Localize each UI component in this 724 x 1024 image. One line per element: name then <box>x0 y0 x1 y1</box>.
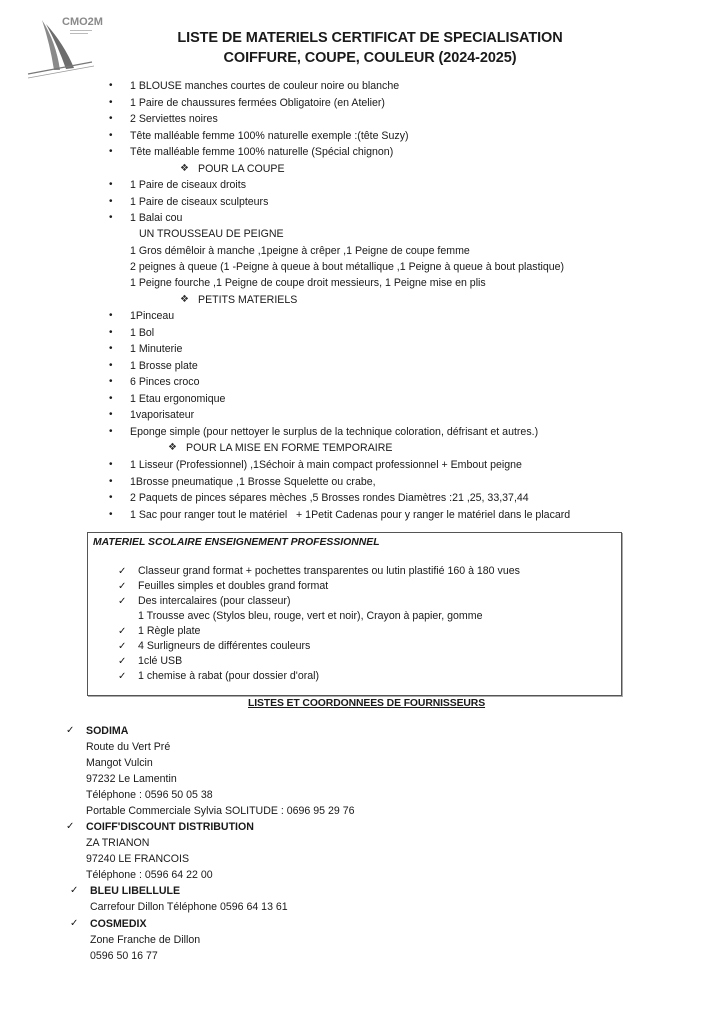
trousseau-line: 2 peignes à queue (1 -Peigne à queue à bout métallique ,1 Peigne à queue à bout plastique) <box>130 261 565 273</box>
diamond-icon: ❖ <box>168 442 177 453</box>
supplier-phone: Téléphone : 0596 50 05 38 <box>86 789 213 801</box>
bullet-icon: • <box>109 327 113 338</box>
trousseau-heading: UN TROUSSEAU DE PEIGNE <box>139 228 284 240</box>
supplier-line: Zone Franche de Dillon <box>90 934 201 946</box>
bullet-icon: • <box>109 476 113 487</box>
list-item: 1 Paire de chaussures fermées Obligatoire (en Atelier) <box>130 97 385 109</box>
supplier-name: SODIMA <box>86 725 129 737</box>
bullet-icon: • <box>109 80 113 91</box>
trousse-line: 1 Trousse avec (Stylos bleu, rouge, vert et noir), Crayon à papier, gomme <box>138 610 483 622</box>
check-icon: ✓ <box>118 641 127 652</box>
bullet-icon: • <box>109 360 113 371</box>
check-icon: ✓ <box>118 581 127 592</box>
check-icon: ✓ <box>118 626 127 637</box>
supplier-line: Mangot Vulcin <box>86 757 153 769</box>
logo-text: CMO2M <box>62 16 103 28</box>
list-item: 1 Paire de ciseaux droits <box>130 179 247 191</box>
list-item: Des intercalaires (pour classeur) <box>138 595 291 607</box>
list-item: 1 Paire de ciseaux sculpteurs <box>130 196 269 208</box>
list-item: 4 Surligneurs de différentes couleurs <box>138 640 311 652</box>
list-item: 1 Etau ergonomique <box>130 393 226 405</box>
check-icon: ✓ <box>70 918 79 929</box>
list-item: 1 BLOUSE manches courtes de couleur noire ou blanche <box>130 80 400 92</box>
supplier-phone: 0596 50 16 77 <box>90 950 158 962</box>
list-item: 1 Lisseur (Professionnel) ,1Séchoir à main compact professionnel + Embout peigne <box>130 459 522 471</box>
supplier-line: Carrefour Dillon Téléphone 0596 64 13 61 <box>90 901 288 913</box>
list-item: 1vaporisateur <box>130 409 195 421</box>
check-icon: ✓ <box>70 885 79 896</box>
bullet-icon: • <box>109 376 113 387</box>
list-item: 1 Minuterie <box>130 343 183 355</box>
list-item: 1 Balai cou <box>130 212 183 224</box>
list-item: 1 Règle plate <box>138 625 201 637</box>
supplier-name: COIFF'DISCOUNT DISTRIBUTION <box>86 821 254 833</box>
bullet-icon: • <box>109 179 113 190</box>
suppliers-heading: LISTES ET COORDONNEES DE FOURNISSEURS <box>248 698 486 709</box>
bullet-icon: • <box>109 426 113 437</box>
list-item: 1Pinceau <box>130 310 175 322</box>
bullet-icon: • <box>109 97 113 108</box>
list-item: 6 Pinces croco <box>130 376 200 388</box>
section-heading: POUR LA MISE EN FORME TEMPORAIRE <box>186 442 393 454</box>
diamond-icon: ❖ <box>180 294 189 305</box>
bullet-icon: • <box>109 509 113 520</box>
list-item: Feuilles simples et doubles grand format <box>138 580 329 592</box>
list-item: 1 Bol <box>130 327 155 339</box>
supplier-name: BLEU LIBELLULE <box>90 885 181 897</box>
bullet-icon: • <box>109 393 113 404</box>
bullet-icon: • <box>109 212 113 223</box>
check-icon: ✓ <box>118 596 127 607</box>
trousseau-line: 1 Peigne fourche ,1 Peigne de coupe droit messieurs, 1 Peigne mise en plis <box>130 277 486 289</box>
bullet-icon: • <box>109 196 113 207</box>
supplier-phone: Téléphone : 0596 64 22 00 <box>86 869 213 881</box>
list-item: Classeur grand format + pochettes transparentes ou lutin plastifié 160 à 180 vues <box>138 565 520 577</box>
diamond-icon: ❖ <box>180 163 189 174</box>
supplier-name: COSMEDIX <box>90 918 147 930</box>
bullet-icon: • <box>109 146 113 157</box>
bullet-icon: • <box>109 409 113 420</box>
bullet-icon: • <box>109 343 113 354</box>
supplier-line: ZA TRIANON <box>86 837 150 849</box>
school-supplies-box <box>87 532 622 696</box>
page-title-line1: LISTE DE MATERIELS CERTIFICAT DE SPECIALISATION <box>177 30 563 46</box>
supplier-line: 97240 LE FRANCOIS <box>86 853 190 865</box>
list-item: Tête malléable femme 100% naturelle (Spécial chignon) <box>130 146 394 158</box>
bullet-icon: • <box>109 310 113 321</box>
supplier-line: 97232 Le Lamentin <box>86 773 177 785</box>
list-item: 2 Serviettes noires <box>130 113 218 125</box>
check-icon: ✓ <box>118 566 127 577</box>
page-title-line2: COIFFURE, COUPE, COULEUR (2024-2025) <box>223 50 517 66</box>
list-item: 1Brosse pneumatique ,1 Brosse Squelette ou crabe, <box>130 476 376 488</box>
bullet-icon: • <box>109 459 113 470</box>
bullet-icon: • <box>109 130 113 141</box>
bullet-icon: • <box>109 492 113 503</box>
bullet-icon: • <box>109 113 113 124</box>
check-icon: ✓ <box>66 725 75 736</box>
list-item: Eponge simple (pour nettoyer le surplus de la technique coloration, défrisant et autres.) <box>130 426 539 438</box>
supplier-line: Route du Vert Pré <box>86 741 171 753</box>
check-icon: ✓ <box>118 656 127 667</box>
check-icon: ✓ <box>66 821 75 832</box>
list-item: 2 Paquets de pinces sépares mèches ,5 Brosses rondes Diamètres :21 ,25, 33,37,44 <box>130 492 529 504</box>
check-icon: ✓ <box>118 671 127 682</box>
list-item: 1 chemise à rabat (pour dossier d'oral) <box>138 670 320 682</box>
supplier-mobile: Portable Commerciale Sylvia SOLITUDE : 0696 95 29 76 <box>86 805 355 817</box>
list-item: 1 Brosse plate <box>130 360 198 372</box>
list-item: Tête malléable femme 100% naturelle exemple :(tête Suzy) <box>130 130 409 142</box>
section-heading: PETITS MATERIELS <box>198 294 298 306</box>
list-item: 1clé USB <box>138 655 183 667</box>
list-item: 1 Sac pour ranger tout le matériel + 1Petit Cadenas pour y ranger le matériel dans le placard <box>130 509 571 521</box>
trousseau-line: 1 Gros démêloir à manche ,1peigne à crêper ,1 Peigne de coupe femme <box>130 245 470 257</box>
box-heading: MATERIEL SCOLAIRE ENSEIGNEMENT PROFESSIONNEL <box>93 537 380 548</box>
section-heading: POUR LA COUPE <box>198 163 285 175</box>
school-logo <box>22 14 102 80</box>
